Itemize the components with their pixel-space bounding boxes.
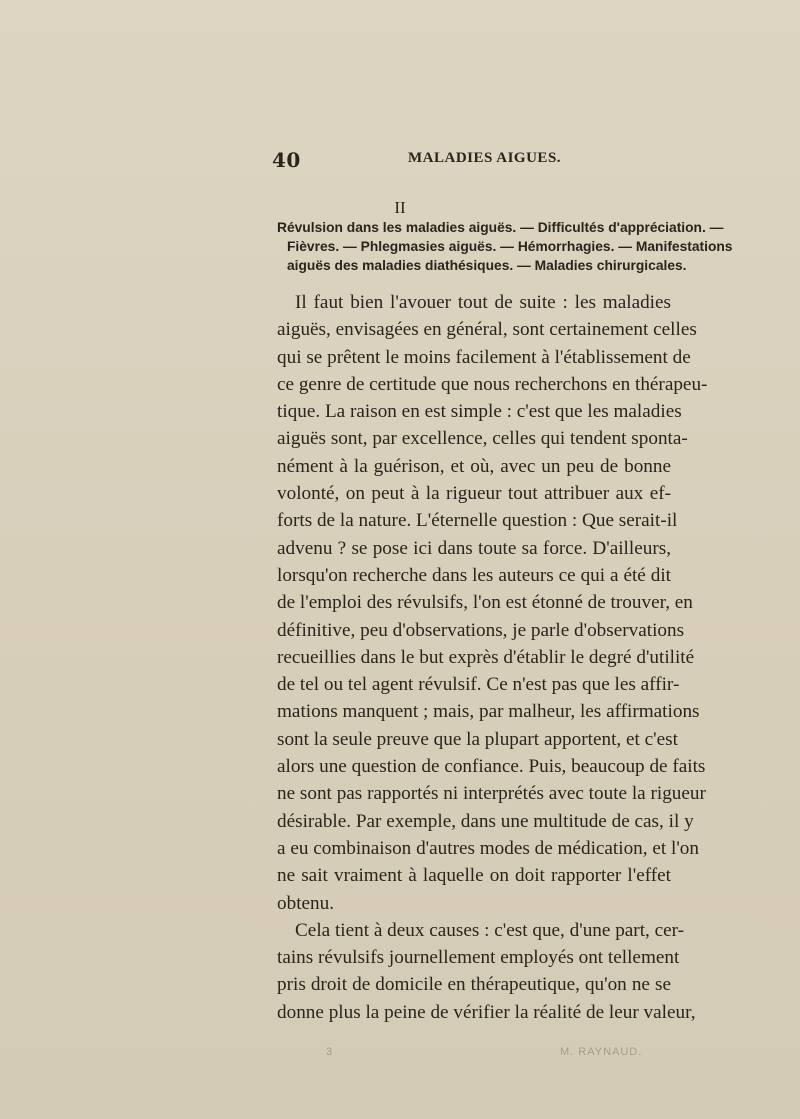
section-number: II [394, 198, 406, 217]
summary-line: Fièvres. — Phlegmasies aiguës. — Hémorrhagies. — Manifestations [287, 239, 733, 254]
text-line: advenu ? se pose ici dans toute sa force. D'ailleurs, [277, 537, 671, 559]
text-line: forts de la nature. L'éternelle question : Que serait-il [277, 510, 678, 532]
text-line: qui se prêtent le moins facilement à l'établissement de [277, 346, 691, 368]
text-line: ne sont pas rapportés ni interprétés avec toute la rigueur [277, 783, 706, 805]
page-number: 40 [272, 148, 301, 172]
text-line: obtenu. [277, 892, 335, 914]
signature-number: 3 [326, 1046, 333, 1058]
text-line: a eu combinaison d'autres modes de médication, et l'on [277, 837, 699, 859]
body-text [277, 289, 708, 1026]
text-line: pris droit de domicile en thérapeutique, qu'on ne se [277, 974, 671, 996]
text-line: Il faut bien l'avouer tout de suite : les maladies [295, 292, 671, 313]
summary-line: Révulsion dans les maladies aiguës. — Difficultés d'appréciation. — [277, 220, 724, 235]
text-line: donne plus la peine de vérifier la réalité de leur valeur, [277, 1001, 696, 1023]
text-line: mations manquent ; mais, par malheur, les affirmations [277, 701, 700, 723]
text-line: aiguës sont, par excellence, celles qui tendent sponta- [277, 428, 688, 450]
text-line: lorsqu'on recherche dans les auteurs ce qui a été dit [277, 564, 671, 586]
text-line: de tel ou tel agent révulsif. Ce n'est pas que les affir- [277, 674, 680, 696]
section-summary [277, 218, 733, 275]
signature-name: M. RAYNAUD. [560, 1046, 643, 1058]
text-line: ne sait vraiment à laquelle on doit rapporter l'effet [277, 865, 671, 887]
text-line: définitive, peu d'observations, je parle d'observations [277, 619, 685, 641]
text-line: alors une question de confiance. Puis, beaucoup de faits [277, 756, 706, 778]
text-line: recueillies dans le but exprès d'établir le degré d'utilité [277, 646, 695, 668]
text-line: de l'emploi des révulsifs, l'on est étonné de trouver, en [277, 592, 693, 614]
running-title: MALADIES AIGUES. [408, 150, 562, 166]
text-line: désirable. Par exemple, dans une multitude de cas, il y [277, 810, 694, 832]
running-head [272, 148, 672, 172]
text-line: volonté, on peut à la rigueur tout attribuer aux ef- [277, 483, 671, 505]
summary-line: aiguës des maladies diathésiques. — Maladies chirurgicales. [287, 258, 687, 273]
text-line: tains révulsifs journellement employés ont tellement [277, 947, 680, 969]
text-line: ce genre de certitude que nous recherchons en thérapeu- [277, 373, 708, 395]
text-line: aiguës, envisagées en général, sont certainement celles [277, 319, 697, 341]
text-line: Cela tient à deux causes : c'est que, d'une part, cer- [295, 919, 685, 941]
text-line: tique. La raison en est simple : c'est que les maladies [277, 401, 682, 423]
text-line: nément à la guérison, et où, avec un peu de bonne [277, 455, 671, 477]
text-line: sont la seule preuve que la plupart apportent, et c'est [277, 728, 678, 750]
